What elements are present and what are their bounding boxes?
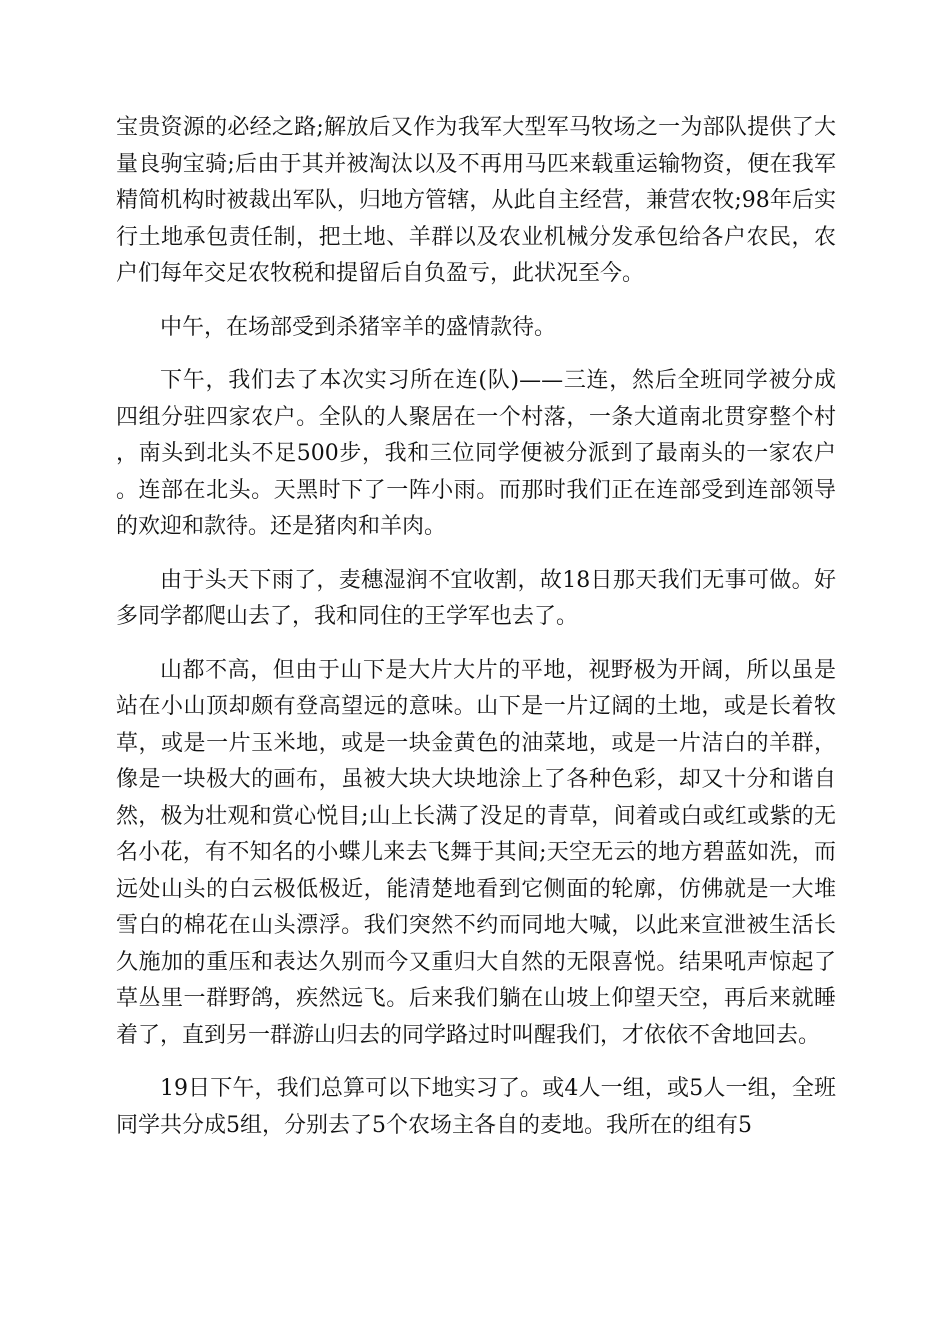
document-body [116,110,836,1161]
paragraph-6: 19日下午，我们总算可以下地实习了。或4人一组，或5人一组，全班同学共分成5组，分别去了5个农场主各自的麦地。我所在的组有5 [116,1076,836,1138]
paragraph-1: 宝贵资源的必经之路;解放后又作为我军大型军马牧场之一为部队提供了大量良驹宝骑;后由于其并被淘汰以及不再用马匹来载重运输物资，便在我军精简机构时被裁出军队，归地方管辖，从此自主经营，兼营农牧;98年后实行土地承包责任制，把土地、羊群以及农业机械分发承包给各户农民，农户们每年交足农牧税和提留后自负盈亏，此状况至今。 [116,115,836,286]
paragraph-4: 由于头天下雨了，麦穗湿润不宜收割，故18日那天我们无事可做。好多同学都爬山去了，我和同住的王学军也去了。 [116,567,836,629]
paragraph-5: 山都不高，但由于山下是大片大片的平地，视野极为开阔，所以虽是站在小山顶却颇有登高望远的意味。山下是一片辽阔的土地，或是长着牧草，或是一片玉米地，或是一块金黄色的油菜地，或是一片洁白的羊群，像是一块极大的画布，虽被大块大块地涂上了各种色彩，却又十分和谐自然，极为壮观和赏心悦目;山上长满了没足的青草，间着或白或红或紫的无名小花，有不知名的小蝶儿来去飞舞于其间;天空无云的地方碧蓝如洗，而远处山头的白云极低极近，能清楚地看到它侧面的轮廓，仿佛就是一大堆雪白的棉花在山头漂浮。我们突然不约而同地大喊，以此来宣泄被生活长久施加的重压和表达久别而今又重归大自然的无限喜悦。结果吼声惊起了草丛里一群野鸽，疾然远飞。后来我们躺在山坡上仰望天空，再后来就睡着了，直到另一群游山归去的同学路过时叫醒我们，才依依不舍地回去。 [116,657,836,1048]
paragraph-3: 下午，我们去了本次实习所在连(队)——三连，然后全班同学被分成四组分驻四家农户。全队的人聚居在一个村落，一条大道南北贯穿整个村，南头到北头不足500步，我和三位同学便被分派到了最南头的一家农户。连部在北头。天黑时下了一阵小雨。而那时我们正在连部受到连部领导的欢迎和款待。还是猪肉和羊肉。 [116,368,836,539]
paragraph-2: 中午，在场部受到杀猪宰羊的盛情款待。 [160,314,557,340]
